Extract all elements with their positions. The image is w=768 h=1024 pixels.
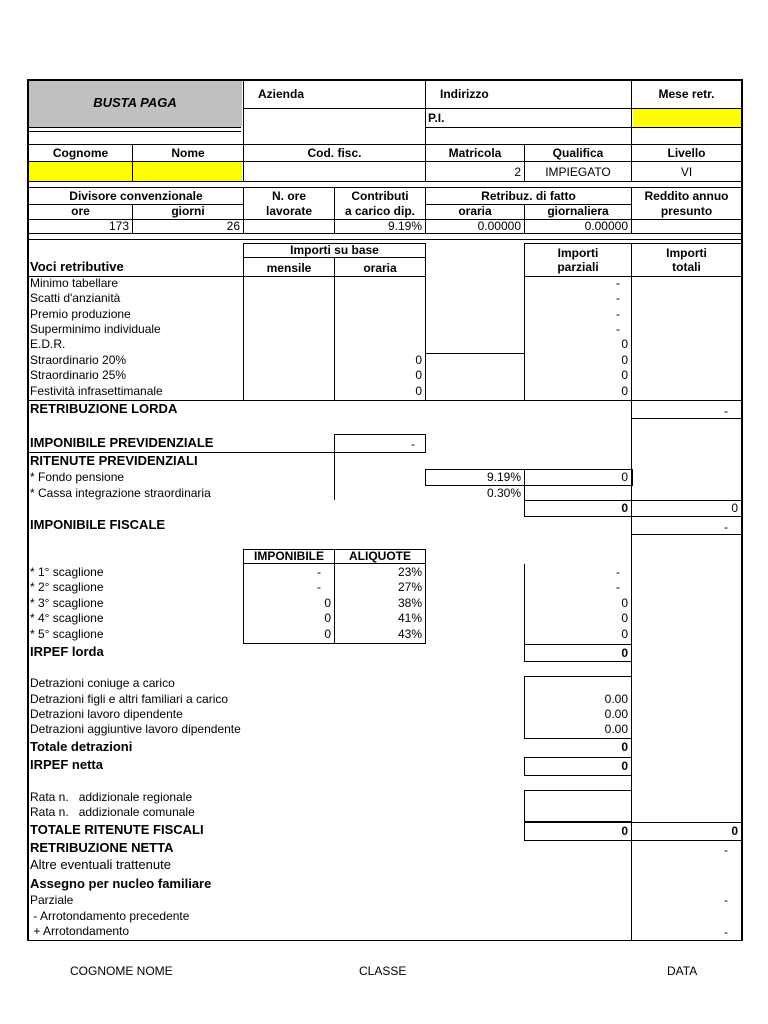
indirizzo-label: Indirizzo bbox=[440, 87, 489, 101]
table-row: 0 bbox=[324, 627, 331, 641]
divisore-ore-label: ore bbox=[71, 204, 90, 218]
list-item: 0 bbox=[621, 337, 628, 351]
table-row: * 1° scaglione bbox=[30, 565, 104, 579]
footer-data: DATA bbox=[667, 964, 698, 978]
aliquote-col-label: ALIQUOTE bbox=[349, 549, 411, 563]
qualifica-label: Qualifica bbox=[552, 146, 604, 160]
list-item: Detrazioni coniuge a carico bbox=[30, 676, 175, 690]
list-item: 0 bbox=[415, 368, 422, 382]
table-row: 41% bbox=[397, 611, 422, 625]
irpef-netta-label: IRPEF netta bbox=[30, 757, 103, 772]
parziali-label-2: parziali bbox=[557, 260, 599, 274]
retribuz-label: Retribuz. di fatto bbox=[481, 189, 576, 203]
matricola-label: Matricola bbox=[448, 146, 502, 160]
retribuz-oraria-value: 0.00000 bbox=[477, 219, 521, 233]
addizionale-comunale-label: Rata n. addizionale comunale bbox=[30, 805, 195, 819]
retribuz-oraria-label: oraria bbox=[458, 204, 492, 218]
nore-label-1: N. ore bbox=[271, 189, 306, 203]
list-item: 0 bbox=[621, 353, 628, 367]
altre-trattenute-label: Altre eventuali trattenute bbox=[30, 857, 171, 872]
table-row: 0 bbox=[621, 611, 628, 625]
ritenute-prev-label: RITENUTE PREVIDENZIALI bbox=[30, 453, 198, 468]
list-item: Scatti d'anzianità bbox=[30, 291, 121, 305]
divisore-ore-value: 173 bbox=[108, 219, 129, 233]
list-item: 0.00 bbox=[604, 722, 628, 736]
footer-classe: CLASSE bbox=[359, 964, 407, 978]
list-item: Minimo tabellare bbox=[30, 276, 119, 290]
imponibile-prev-label: IMPONIBILE PREVIDENZIALE bbox=[30, 435, 214, 450]
table-row: 0 bbox=[324, 611, 331, 625]
parziali-label-1: Importi bbox=[557, 246, 599, 260]
list-item: Straordinario 25% bbox=[30, 368, 127, 382]
table-row: 43% bbox=[397, 627, 422, 641]
importi-base-label: Importi su base bbox=[290, 243, 379, 257]
table-row: * 4° scaglione bbox=[30, 611, 104, 625]
list-item: - bbox=[616, 322, 620, 336]
parziale-value: - bbox=[724, 893, 728, 907]
list-item: Superminimo individuale bbox=[30, 322, 161, 336]
totale-ritenute-label: TOTALE RITENUTE FISCALI bbox=[30, 822, 204, 837]
nore-label-2: lavorate bbox=[265, 204, 313, 218]
irpef-lorda-label: IRPEF lorda bbox=[30, 644, 104, 659]
azienda-label: Azienda bbox=[258, 87, 305, 101]
prev-subtotal-parziale: 0 bbox=[621, 501, 628, 515]
nome-highlight[interactable] bbox=[133, 162, 242, 181]
prev-subtotal-totale: 0 bbox=[731, 501, 738, 515]
list-item: - bbox=[616, 291, 620, 305]
table-row: 27% bbox=[397, 580, 422, 594]
oraria-label: oraria bbox=[363, 261, 397, 275]
cassa-pct: 0.30% bbox=[486, 486, 521, 500]
totale-detrazioni-label: Totale detrazioni bbox=[30, 739, 133, 754]
reddito-label-1: Reddito annuo bbox=[644, 189, 729, 203]
arrotondamento-precedente-label: - Arrotondamento precedente bbox=[30, 909, 190, 923]
table-row: 23% bbox=[397, 565, 422, 579]
assegno-label: Assegno per nucleo familiare bbox=[30, 876, 212, 891]
retribuzione-netta-label: RETRIBUZIONE NETTA bbox=[30, 840, 174, 855]
contributi-value: 9.19% bbox=[387, 219, 422, 233]
table-row: 0 bbox=[324, 596, 331, 610]
list-item: Detrazioni figli e altri familiari a carico bbox=[30, 692, 229, 706]
list-item: Festività infrasettimanale bbox=[30, 384, 163, 398]
reddito-label-2: presunto bbox=[660, 204, 713, 218]
list-item: 0.00 bbox=[604, 707, 628, 721]
totale-ritenute-totale: 0 bbox=[731, 824, 738, 838]
totali-label-1: Importi bbox=[666, 246, 707, 260]
imponibile-prev-value: - bbox=[411, 437, 415, 451]
table-row: 0 bbox=[621, 627, 628, 641]
arrotondamento-value: - bbox=[724, 925, 728, 939]
imponibile-fiscale-label: IMPONIBILE FISCALE bbox=[30, 517, 166, 532]
list-item: - bbox=[616, 276, 620, 290]
voci-title: Voci retributive bbox=[30, 259, 124, 274]
cassa-label: * Cassa integrazione straordinaria bbox=[30, 486, 211, 500]
fondo-label: * Fondo pensione bbox=[30, 470, 125, 484]
mese-label: Mese retr. bbox=[658, 87, 715, 101]
irpef-lorda-value: 0 bbox=[621, 646, 628, 660]
irpef-netta-value: 0 bbox=[621, 759, 628, 773]
lorda-label: RETRIBUZIONE LORDA bbox=[30, 401, 178, 416]
livello-label: Livello bbox=[667, 146, 706, 160]
table-row: * 3° scaglione bbox=[30, 596, 104, 610]
totale-ritenute-parziale: 0 bbox=[621, 824, 628, 838]
list-item: 0 bbox=[415, 384, 422, 398]
table-row: - bbox=[317, 580, 321, 594]
list-item: Detrazioni lavoro dipendente bbox=[30, 707, 183, 721]
table-row: - bbox=[616, 580, 620, 594]
table-row: 38% bbox=[397, 596, 422, 610]
retribuz-giornaliera-value: 0.00000 bbox=[584, 219, 628, 233]
contributi-label-1: Contributi bbox=[351, 189, 409, 203]
divisore-giorni-label: giorni bbox=[171, 204, 205, 218]
totali-label-2: totali bbox=[672, 260, 701, 274]
page-title: BUSTA PAGA bbox=[93, 95, 177, 110]
lorda-value: - bbox=[724, 404, 728, 418]
retribuzione-netta-value: - bbox=[724, 843, 728, 857]
fondo-pct: 9.19% bbox=[486, 470, 521, 484]
pi-label: P.I. bbox=[428, 111, 445, 125]
contributi-label-2: a carico dip. bbox=[344, 204, 416, 218]
livello-value: VI bbox=[680, 165, 693, 179]
list-item: E.D.R. bbox=[30, 337, 66, 351]
codfisc-label: Cod. fisc. bbox=[307, 146, 362, 160]
fondo-value: 0 bbox=[621, 470, 628, 484]
parziale-label: Parziale bbox=[30, 893, 74, 907]
table-row: * 5° scaglione bbox=[30, 627, 104, 641]
table-row: - bbox=[317, 565, 321, 579]
list-item: Premio produzione bbox=[30, 307, 131, 321]
qualifica-value: IMPIEGATO bbox=[545, 165, 611, 179]
footer-cognome-nome: COGNOME NOME bbox=[70, 964, 173, 978]
imponibile-fiscale-value: - bbox=[724, 520, 728, 534]
divisore-label: Divisore convenzionale bbox=[69, 189, 203, 203]
mese-highlight[interactable] bbox=[633, 109, 741, 127]
list-item: 0 bbox=[621, 384, 628, 398]
mensile-label: mensile bbox=[266, 261, 312, 275]
list-item: 0.00 bbox=[604, 692, 628, 706]
cognome-label: Cognome bbox=[52, 146, 109, 160]
cognome-highlight[interactable] bbox=[28, 162, 132, 181]
imponibile-col-label: IMPONIBILE bbox=[253, 549, 324, 563]
list-item: Straordinario 20% bbox=[30, 353, 127, 367]
table-row: 0 bbox=[621, 596, 628, 610]
matricola-value: 2 bbox=[514, 165, 521, 179]
table-row: - bbox=[616, 565, 620, 579]
list-item: - bbox=[616, 307, 620, 321]
list-item: 0 bbox=[415, 353, 422, 367]
addizionale-regionale-label: Rata n. addizionale regionale bbox=[30, 790, 193, 804]
nome-label: Nome bbox=[171, 146, 205, 160]
list-item: 0 bbox=[621, 368, 628, 382]
list-item: Detrazioni aggiuntive lavoro dipendente bbox=[30, 722, 241, 736]
arrotondamento-label: + Arrotondamento bbox=[30, 924, 130, 938]
table-row: * 2° scaglione bbox=[30, 580, 104, 594]
totale-detrazioni-value: 0 bbox=[621, 740, 628, 754]
divisore-giorni-value: 26 bbox=[226, 219, 240, 233]
retribuz-giornaliera-label: giornaliera bbox=[547, 204, 609, 218]
